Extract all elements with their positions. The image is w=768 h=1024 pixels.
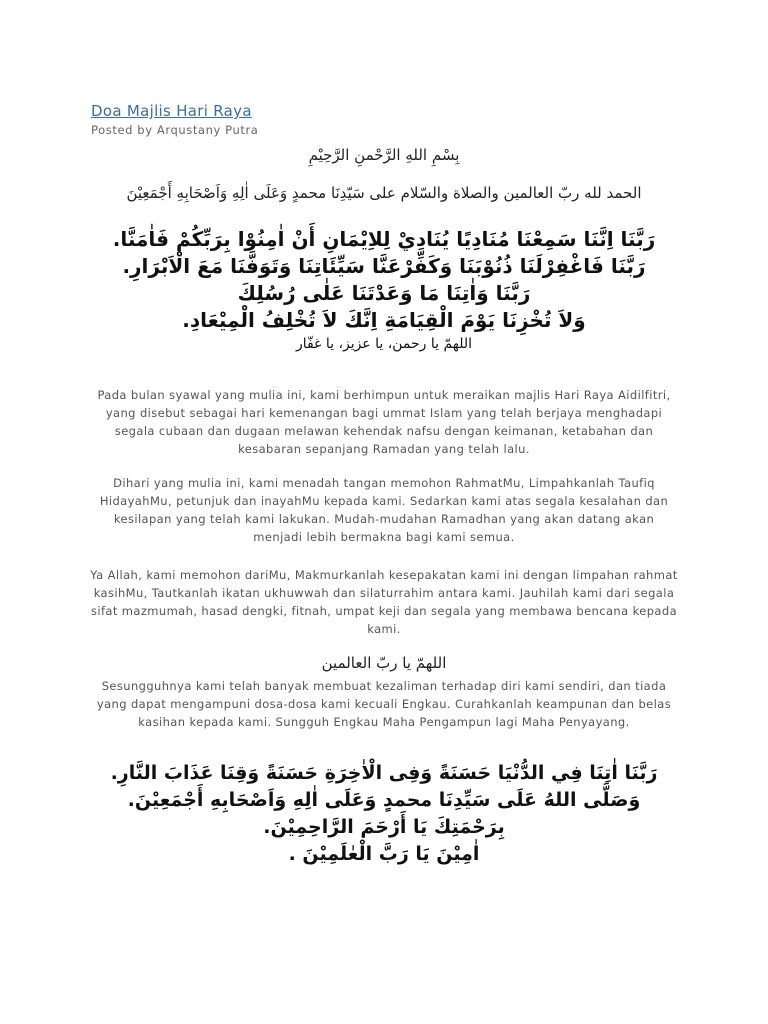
dua-line: رَبَّنَا فَاغْفِرْلَنَا ذُنُوْبَنَا وَكَفِّرْعَنَّا سَيِّئَاتِنَا وَتَوَفَّنَا مَعَ الْاَبْرَارِ. — [122, 254, 646, 278]
closing-line: اٰمِيْنَ يَا رَبَّ الْعٰلَمِيْنَ . — [288, 843, 480, 865]
names-line: اللهمّ يا رحمن، يا عزيز، يا غفّار — [295, 336, 473, 352]
dua-block — [40, 226, 728, 354]
post-header — [91, 102, 258, 137]
allahumma-heading: اللهمّ يا ربّ العالمين — [321, 654, 447, 672]
dua-line: رَبَّنَا وَاٰتِنَا مَا وَعَدْتَنَا عَلٰى رُسُلِكَ — [237, 281, 531, 305]
post-byline: Posted by Arqustany Putra — [91, 123, 259, 137]
closing-dua-block — [40, 760, 728, 868]
salutation-line: الحمد لله ربّ العالمين والصلاة والسّلام على سَيّدِنَا محمدٍ وَعَلَى اٰلِهِ وَاَصْحَابِهِ أَجْمَعِيْنَ — [126, 184, 642, 202]
paragraph-dihari: Dihari yang mulia ini, kami menadah tangan memohon RahmatMu, Limpahkanlah Taufiq HidayahMu, petunjuk dan inayahMu kepada kami. Sedarkan kami atas segala kesalahan dan kesilapan yang telah kami lakukan. Mudah-mudahan Ramadhan yang akan datang akan menjadi lebih bermakna bagi kami semua. — [99, 476, 669, 544]
closing-line: بِرَحْمَتِكَ يَا أَرْحَمَ الرَّاحِمِيْنَ. — [263, 816, 505, 838]
dua-line: رَبَّنَا اِنَّنَا سَمِعْنَا مُنَادِيًا يُنَادِيْ لِلاِيْمَانِ أَنْ اٰمِنُوْا بِرَبِّكُمْ فَاٰمَنَّا. — [112, 227, 656, 251]
closing-line: رَبَّنَا اٰتِنَا فِي الدُّنْيَا حَسَنَةً وَفِى الْاٰخِرَةِ حَسَنَةً وَقِنَا عَذَابَ النَّارِ. — [110, 762, 658, 784]
dua-line: وَلاَ تُخْزِنَا يَوْمَ الْقِيَامَةِ اِنَّكَ لاَ تُخْلِفُ الْمِيْعَادِ. — [182, 308, 586, 332]
closing-line: وَصَلَّى اللهُ عَلَى سَيِّدِنَا محمدٍ وَعَلَى اٰلِهِ وَاَصْحَابِهِ أَجْمَعِيْنَ. — [127, 789, 641, 811]
bismillah: بِسْمِ اللهِ الرَّحْمنِ الرَّحِيْمِ — [308, 146, 460, 164]
paragraph-ya-allah: Ya Allah, kami memohon dariMu, Makmurkanlah kesepakatan kami ini dengan limpahan rahmat kasihMu, Tautkanlah ikatan ukhuwwah dan silaturrahim antara kami. Jauhilah kami dari segala sifat mazmumah, hasad dengki, fitnah, umpat keji dan segala yang membawa bencana kepada kami. — [90, 568, 678, 636]
post-title-link[interactable]: Doa Majlis Hari Raya — [91, 102, 252, 120]
paragraph-syawal: Pada bulan syawal yang mulia ini, kami berhimpun untuk meraikan majlis Hari Raya Aidilfitri, yang disebut sebagai hari kemenangan bagi ummat Islam yang telah berjaya menghadapi segala cubaan dan dugaan melawan kehendak nafsu dengan keimanan, ketabahan dan kesabaran sepanjang Ramadan yang telah lalu. — [97, 388, 671, 456]
paragraph-sesungguhnya: Sesungguhnya kami telah banyak membuat kezaliman terhadap diri kami sendiri, dan tiada yang dapat mengampuni dosa-dosa kami kecuali Engkau. Curahkanlah keampunan dan belas kasihan kepada kami. Sungguh Engkau Maha Pengampun lagi Maha Penyayang. — [96, 679, 672, 729]
